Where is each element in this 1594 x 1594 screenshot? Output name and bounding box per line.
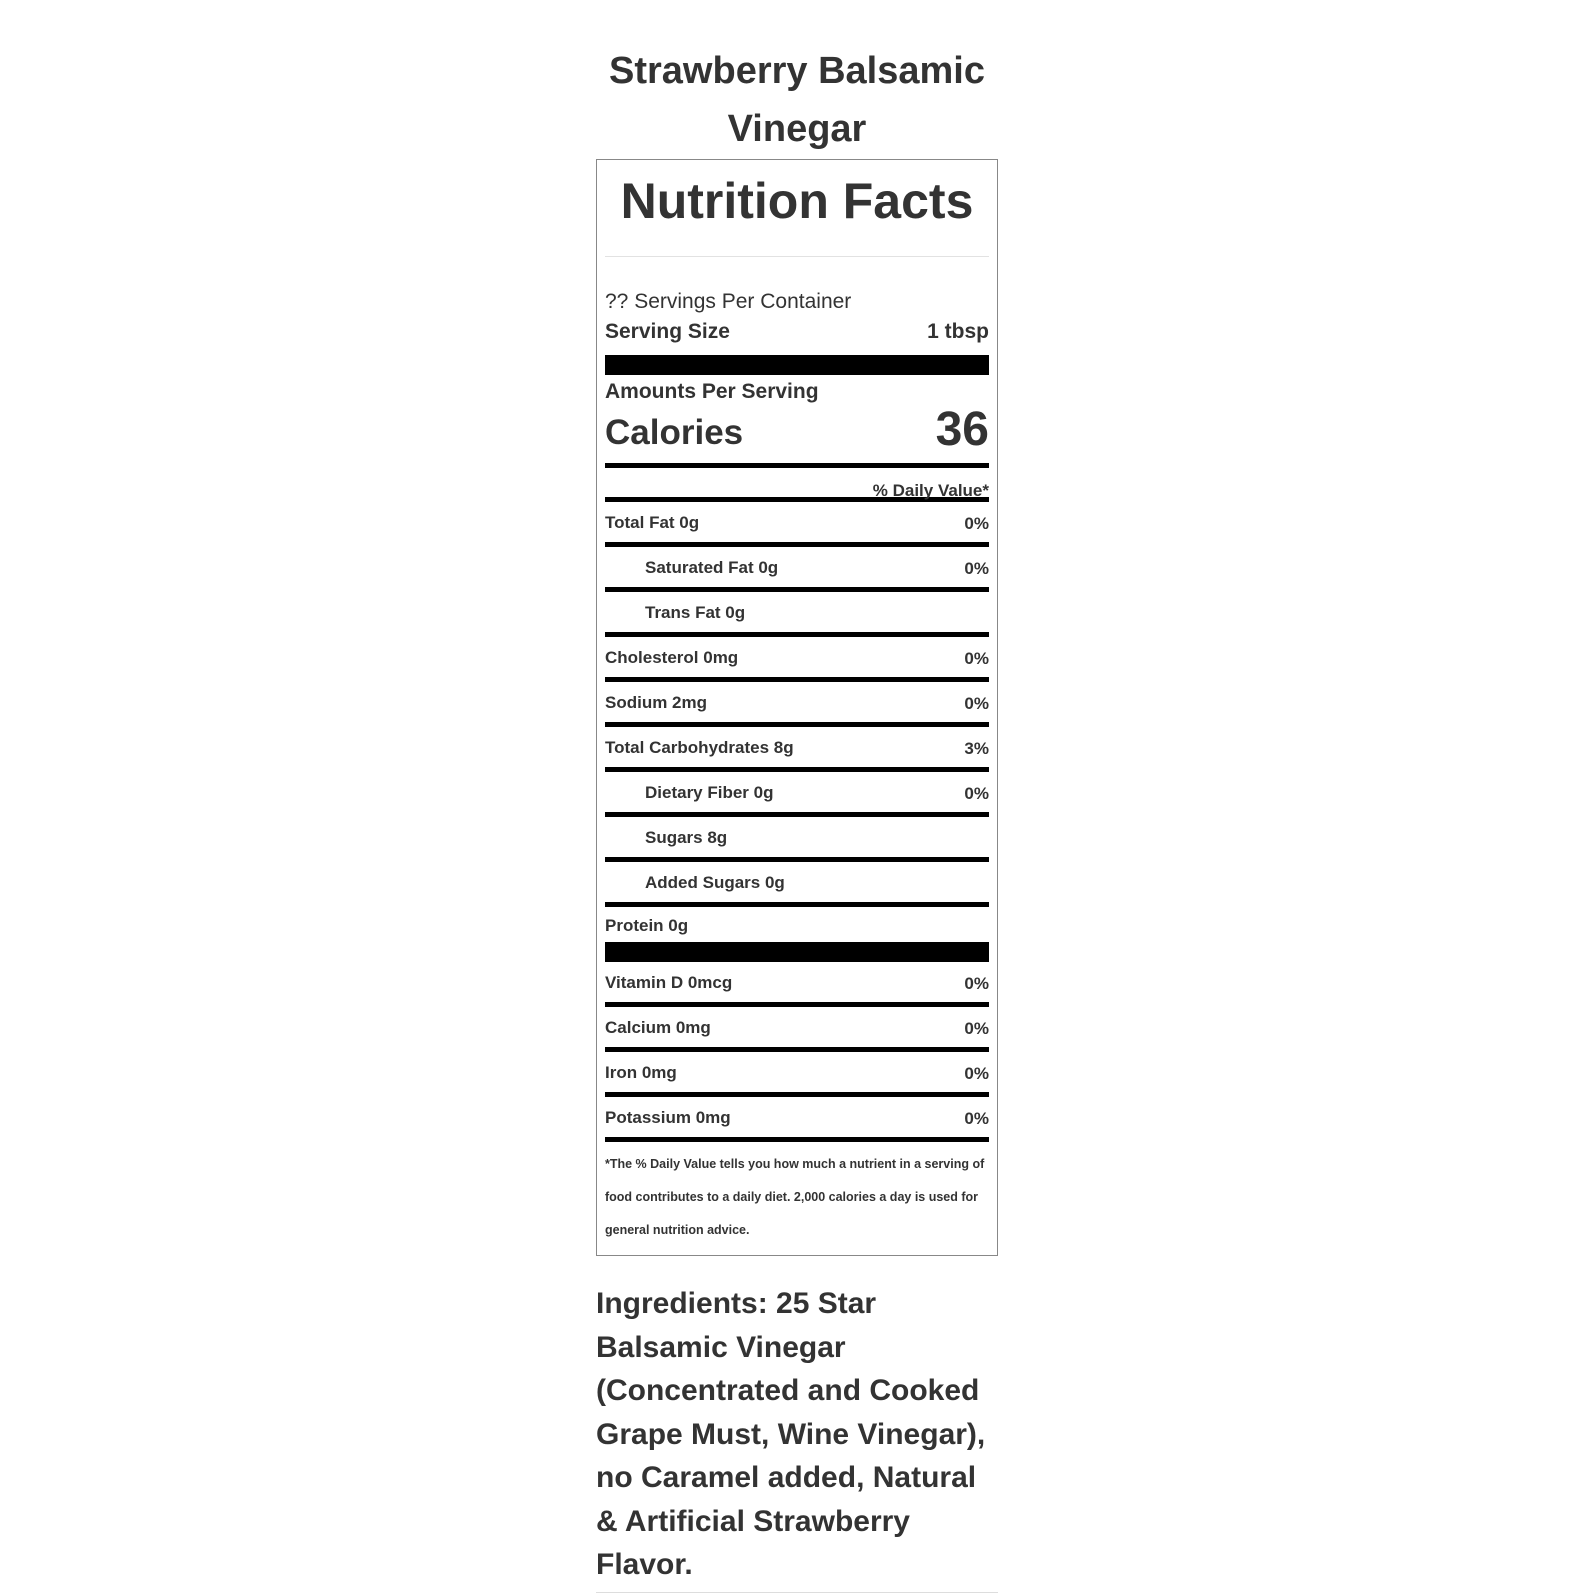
nutrient-daily-value: 0% <box>964 784 989 803</box>
ingredients-text: Ingredients: 25 Star Balsamic Vinegar (Concentrated and Cooked Grape Must, Wine Vinegar), no Caramel added, Natural & Artificial Strawberry Flavor. <box>596 1287 986 1581</box>
thick-divider <box>605 355 989 375</box>
vitamin-name: Calcium 0mg <box>605 1018 711 1037</box>
nutrition-panel <box>596 42 998 1587</box>
vitamin-name: Potassium 0mg <box>605 1108 731 1127</box>
daily-value-header: % Daily Value* <box>872 481 989 500</box>
nutrient-name: Sodium 2mg <box>605 693 708 712</box>
vitamin-row-vitamin-d <box>605 962 989 1002</box>
nutrient-row-cholesterol <box>605 632 989 677</box>
servings-per-container: ?? Servings Per Container <box>605 290 852 313</box>
nutrient-name: Saturated Fat 0g <box>645 558 779 577</box>
nutrient-row-added-sugars <box>605 857 989 902</box>
nutrient-name: Dietary Fiber 0g <box>645 783 774 802</box>
product-title: Strawberry Balsamic Vinegar <box>609 50 985 150</box>
serving-size-label: Serving Size <box>605 320 730 343</box>
amounts-per-serving: Amounts Per Serving <box>605 380 819 403</box>
nutrient-name: Sugars 8g <box>645 828 728 847</box>
nutrient-name: Total Carbohydrates 8g <box>605 738 794 757</box>
calories-label: Calories <box>605 413 744 452</box>
vitamin-name: Iron 0mg <box>605 1063 677 1082</box>
thick-divider <box>605 942 989 962</box>
nutrient-name: Added Sugars 0g <box>645 873 785 892</box>
serving-size-value: 1 tbsp <box>927 320 989 343</box>
vitamin-row-potassium <box>605 1092 989 1137</box>
vitamin-daily-value: 0% <box>964 1019 989 1038</box>
nutrient-row-sugars <box>605 812 989 857</box>
nutrient-daily-value: 0% <box>964 649 989 668</box>
calories-value: 36 <box>935 403 989 456</box>
nutrient-row-saturated-fat <box>605 542 989 587</box>
nutrition-facts-label <box>596 159 998 1256</box>
calories-row <box>605 403 989 456</box>
vitamin-row-iron <box>605 1047 989 1092</box>
nutrient-row-dietary-fiber <box>605 767 989 812</box>
vitamin-daily-value: 0% <box>964 1109 989 1128</box>
daily-value-footnote: *The % Daily Value tells you how much a nutrient in a serving of food contributes to a daily diet. 2,000 calories a day is used for general nutrition advice. <box>605 1157 985 1237</box>
nutrition-facts-heading: Nutrition Facts <box>605 160 989 257</box>
nutrient-row-protein <box>605 902 989 942</box>
nutrient-name: Protein 0g <box>605 915 689 935</box>
nutrient-daily-value: 3% <box>964 739 989 758</box>
bottom-divider <box>596 1592 998 1593</box>
nutrient-name: Total Fat 0g <box>605 513 700 532</box>
nutrient-row-total-carbohydrates <box>605 722 989 767</box>
vitamin-daily-value: 0% <box>964 1064 989 1083</box>
nutrient-daily-value: 0% <box>964 694 989 713</box>
vitamin-name: Vitamin D 0mcg <box>605 973 733 992</box>
nutrient-daily-value: 0% <box>964 514 989 533</box>
medium-divider <box>605 1137 989 1142</box>
vitamin-daily-value: 0% <box>964 974 989 993</box>
nutrient-row-sodium <box>605 677 989 722</box>
nutrient-name: Trans Fat 0g <box>645 603 746 622</box>
nutrient-row-trans-fat <box>605 587 989 632</box>
nutrient-name: Cholesterol 0mg <box>605 648 739 667</box>
nutrient-daily-value: 0% <box>964 559 989 578</box>
serving-size-row <box>605 317 989 347</box>
vitamin-row-calcium <box>605 1002 989 1047</box>
